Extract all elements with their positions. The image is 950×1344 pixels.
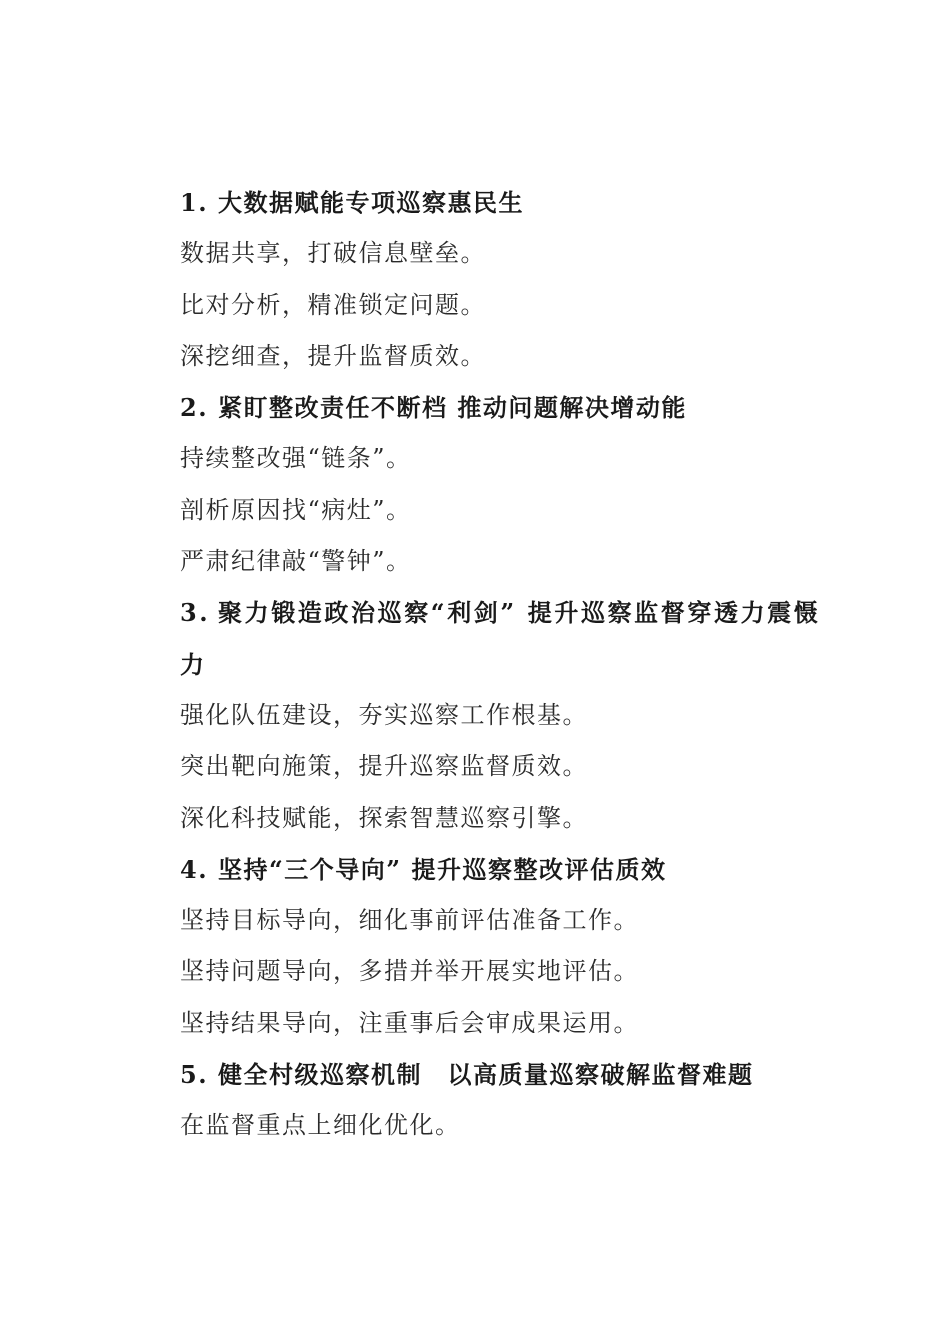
- section-item: 强化队伍建设，夯实巡察工作根基。: [180, 700, 588, 729]
- section-item: 深化科技赋能，探索智慧巡察引擎。: [180, 803, 588, 832]
- section-item: 严肃纪律敲“警钟”。: [180, 547, 412, 576]
- section-number: 4.: [180, 854, 209, 884]
- section-item: 坚持结果导向，注重事后会审成果运用。: [180, 1008, 639, 1037]
- section-heading: [128, 177, 840, 228]
- section-number: 3.: [180, 598, 211, 628]
- section-number: 1.: [180, 188, 209, 217]
- section-item: 坚持问题导向，多措并举开展实地评估。: [180, 957, 639, 986]
- section-item: 剖析原因找“病灶”。: [180, 495, 412, 524]
- section-number: 2.: [180, 393, 209, 423]
- section-heading: [128, 587, 840, 690]
- section-title: 坚持“三个导向” 提升巡察整改评估质效: [218, 854, 667, 884]
- section-item: 在监督重点上细化优化。: [180, 1111, 461, 1140]
- section-item: 突出靶向施策，提升巡察监督质效。: [180, 752, 588, 781]
- section-heading: [128, 1049, 840, 1100]
- section-number: 5.: [180, 1060, 209, 1090]
- section-item: 比对分析，精准锁定问题。: [180, 290, 486, 319]
- section-heading: [128, 382, 840, 433]
- section-title: 健全村级巡察机制 以高质量巡察破解监督难题: [218, 1060, 754, 1090]
- section-item: 坚持目标导向，细化事前评估准备工作。: [180, 906, 639, 935]
- section-item: 数据共享，打破信息壁垒。: [180, 239, 486, 268]
- section-item: 深挖细查，提升监督质效。: [180, 341, 486, 370]
- section-title: 大数据赋能专项巡察惠民生: [218, 188, 524, 217]
- section-title: 聚力锻造政治巡察“利剑” 提升巡察监督穿透力震慑力: [180, 598, 821, 679]
- section-heading: [128, 844, 840, 895]
- section-item: 持续整改强“链条”。: [180, 444, 412, 473]
- document-body: [128, 177, 840, 1152]
- section-title: 紧盯整改责任不断档 推动问题解决增动能: [218, 393, 687, 423]
